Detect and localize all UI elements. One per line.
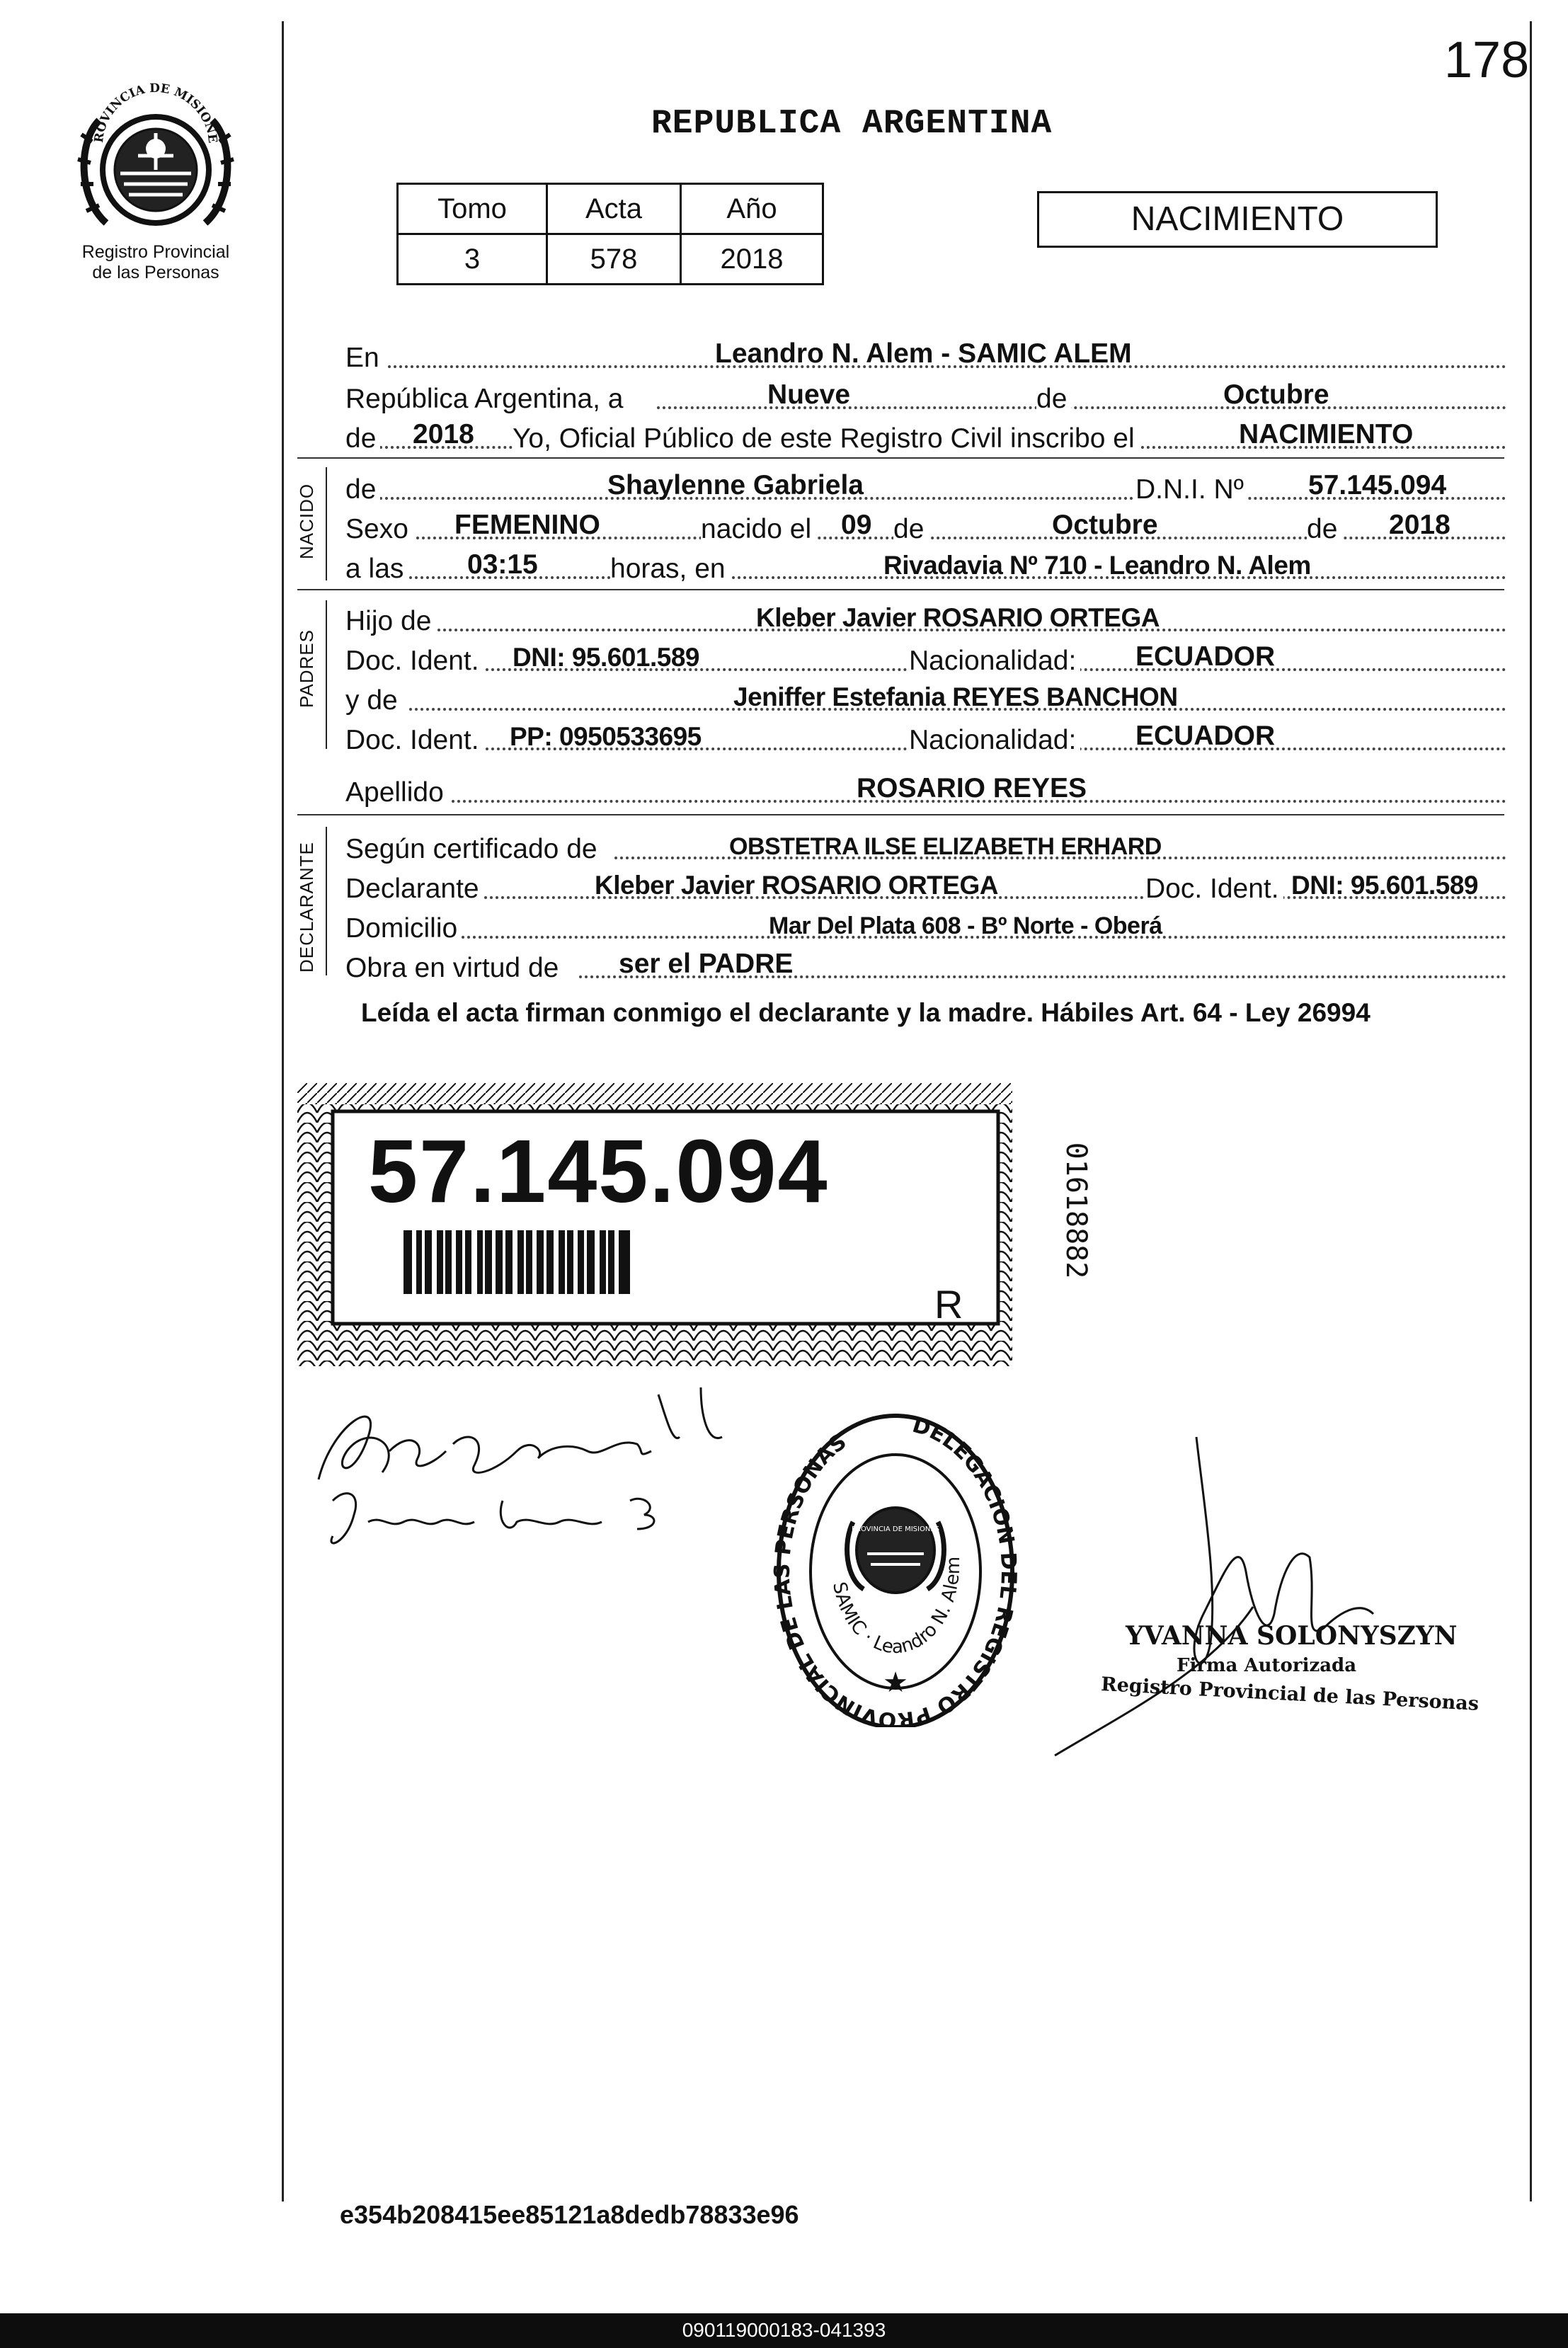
seal-star: ★ xyxy=(883,1666,908,1699)
divider-2 xyxy=(297,589,1504,590)
label-republica: República Argentina, a xyxy=(345,384,627,415)
label-domicilio: Domicilio xyxy=(345,913,462,944)
row-certificate xyxy=(345,824,1506,866)
row-year xyxy=(345,413,1506,456)
right-margin-line xyxy=(1530,21,1532,2201)
row-surname xyxy=(345,767,1506,810)
label-en: En xyxy=(345,343,384,374)
child-birth-day: 09 xyxy=(841,510,872,540)
row-father-doc xyxy=(345,636,1506,678)
label-a-las: a las xyxy=(345,554,408,585)
mother-signature-text: Jeniffer Reyes B. xyxy=(333,1514,345,1516)
official-name: YVANNA SOLONYSZYN xyxy=(1126,1621,1458,1651)
nacido-bracket xyxy=(326,467,327,580)
father-name: Kleber Javier ROSARIO ORTEGA xyxy=(756,603,1160,632)
serial-text: 01618882 xyxy=(1060,1142,1092,1279)
label-de-child: de xyxy=(345,474,380,505)
row-address xyxy=(345,903,1506,946)
registry-logo xyxy=(71,78,241,244)
label-hijo-de: Hijo de xyxy=(345,606,435,637)
child-sex: FEMENINO xyxy=(454,510,600,540)
registration-month: Octubre xyxy=(1223,379,1329,410)
child-dni: 57.145.094 xyxy=(1308,470,1447,500)
declarant-certificate: OBSTETRA ILSE ELIZABETH ERHARD xyxy=(729,833,1162,860)
seal-inner-text: SAMIC · Leandro N. Alem xyxy=(828,1556,965,1659)
closing-note: Leída el acta firman conmigo el declarante y la madre. Hábiles Art. 64 - Ley 26994 xyxy=(361,998,1370,1027)
label-obra: Obra en virtud de xyxy=(345,953,563,984)
registrar-text: Yo, Oficial Público de este Registro Civil inscribo el xyxy=(513,423,1139,454)
label-declarante: Declarante xyxy=(345,874,483,905)
label-certificado: Según certificado de xyxy=(345,834,602,865)
header-tomo: Tomo xyxy=(398,184,547,234)
record-table xyxy=(396,183,824,285)
header-ano: Año xyxy=(681,184,823,234)
label-doc-mother: Doc. Ident. xyxy=(345,725,483,756)
official-institution: Registro Provincial de las Personas xyxy=(1100,1673,1480,1715)
child-name: Shaylenne Gabriela xyxy=(607,470,864,500)
mother-document: PP: 0950533695 xyxy=(510,722,702,751)
footer-code: 090119000183-041393 xyxy=(682,2319,886,2341)
father-document: DNI: 95.601.589 xyxy=(513,643,700,672)
official-title: Firma Autorizada xyxy=(1177,1655,1357,1676)
declarant-document: DNI: 95.601.589 xyxy=(1291,871,1479,900)
divider-3 xyxy=(297,814,1504,815)
label-apellido: Apellido xyxy=(345,777,448,808)
record-type-box: NACIMIENTO xyxy=(1037,191,1438,248)
official-signature xyxy=(1041,1430,1465,1763)
declarant-address: Mar Del Plata 608 - Bº Norte - Oberá xyxy=(769,912,1162,939)
label-corner-letter: R xyxy=(934,1282,963,1327)
father-signature-text: Kleber Rosario xyxy=(389,1472,401,1473)
logo-caption xyxy=(50,242,262,283)
divider-1 xyxy=(297,457,1504,459)
label-doc-father: Doc. Ident. xyxy=(345,646,483,677)
child-birth-month: Octubre xyxy=(1052,510,1158,540)
section-nacido: NACIDO xyxy=(296,483,317,559)
row-place xyxy=(345,333,1506,375)
registration-year: 2018 xyxy=(413,419,474,449)
row-mother-doc xyxy=(345,715,1506,757)
mother-signature xyxy=(319,1472,743,1571)
row-child-time xyxy=(345,544,1506,586)
father-nationality: ECUADOR xyxy=(1135,641,1276,672)
row-mother xyxy=(345,675,1506,718)
registration-act-type: NACIMIENTO xyxy=(1239,419,1414,449)
label-de-year: de xyxy=(345,423,380,454)
label-horas-en: horas, en xyxy=(610,554,730,585)
label-nacionalidad-father: Nacionalidad: xyxy=(909,646,1080,677)
document-hash: e354b208415ee85121a8dedb78833e96 xyxy=(340,2200,799,2229)
surname-value: ROSARIO REYES xyxy=(857,773,1087,803)
registration-place: Leandro N. Alem - SAMIC ALEM xyxy=(715,338,1132,369)
section-declarante: DECLARANTE xyxy=(296,842,317,973)
registry-seal xyxy=(765,1402,1026,1727)
label-nacionalidad-mother: Nacionalidad: xyxy=(909,725,1080,756)
row-child-birth xyxy=(345,504,1506,546)
header-acta: Acta xyxy=(547,184,681,234)
declarant-capacity: ser el PADRE xyxy=(619,949,794,979)
registration-day: Nueve xyxy=(767,379,851,410)
label-doc-declarant: Doc. Ident. xyxy=(1145,874,1283,905)
label-de-birth-month: de xyxy=(893,514,928,545)
label-de-month: de xyxy=(1036,384,1071,415)
row-date xyxy=(345,374,1506,416)
value-acta: 578 xyxy=(547,234,681,285)
seal-emblem-text: PROVINCIA DE MISIONES xyxy=(852,1525,939,1533)
row-declarant xyxy=(345,864,1506,906)
label-de-birth-year: de xyxy=(1307,514,1341,545)
security-label-number: 57.145.094 xyxy=(368,1121,829,1221)
mother-name: Jeniffer Estefania REYES BANCHON xyxy=(733,682,1178,711)
label-dni: D.N.I. Nº xyxy=(1135,474,1248,505)
section-padres: PADRES xyxy=(296,629,317,708)
row-capacity xyxy=(345,943,1506,985)
document-title: REPUBLICA ARGENTINA xyxy=(651,105,1053,143)
declarant-name: Kleber Javier ROSARIO ORTEGA xyxy=(595,871,998,900)
page-number: 178 xyxy=(1444,32,1530,88)
label-y-de: y de xyxy=(345,685,402,716)
seal-outer-text: DELEGACION DEL REGISTRO PROVINCIAL DE LAS PERSONAS xyxy=(769,1412,1022,1727)
label-nacido-el: nacido el xyxy=(701,514,816,545)
logo-caption-line2: de las Personas xyxy=(92,263,219,282)
declarante-bracket xyxy=(326,827,327,975)
logo-ring-text: ROVINCIA DE MISIONE xyxy=(91,81,220,144)
child-birth-time: 03:15 xyxy=(467,549,538,580)
left-margin-line xyxy=(282,21,284,2201)
value-tomo: 3 xyxy=(398,234,547,285)
child-birth-year: 2018 xyxy=(1389,510,1450,540)
logo-caption-line1: Registro Provincial xyxy=(81,242,230,262)
value-ano: 2018 xyxy=(681,234,823,285)
label-sexo: Sexo xyxy=(345,514,413,545)
padres-bracket xyxy=(326,600,327,749)
mother-nationality: ECUADOR xyxy=(1135,721,1276,751)
child-birth-place: Rivadavia Nº 710 - Leandro N. Alem xyxy=(883,551,1311,580)
row-father xyxy=(345,596,1506,638)
serial-number xyxy=(1035,1111,1092,1310)
row-child-name xyxy=(345,464,1506,507)
